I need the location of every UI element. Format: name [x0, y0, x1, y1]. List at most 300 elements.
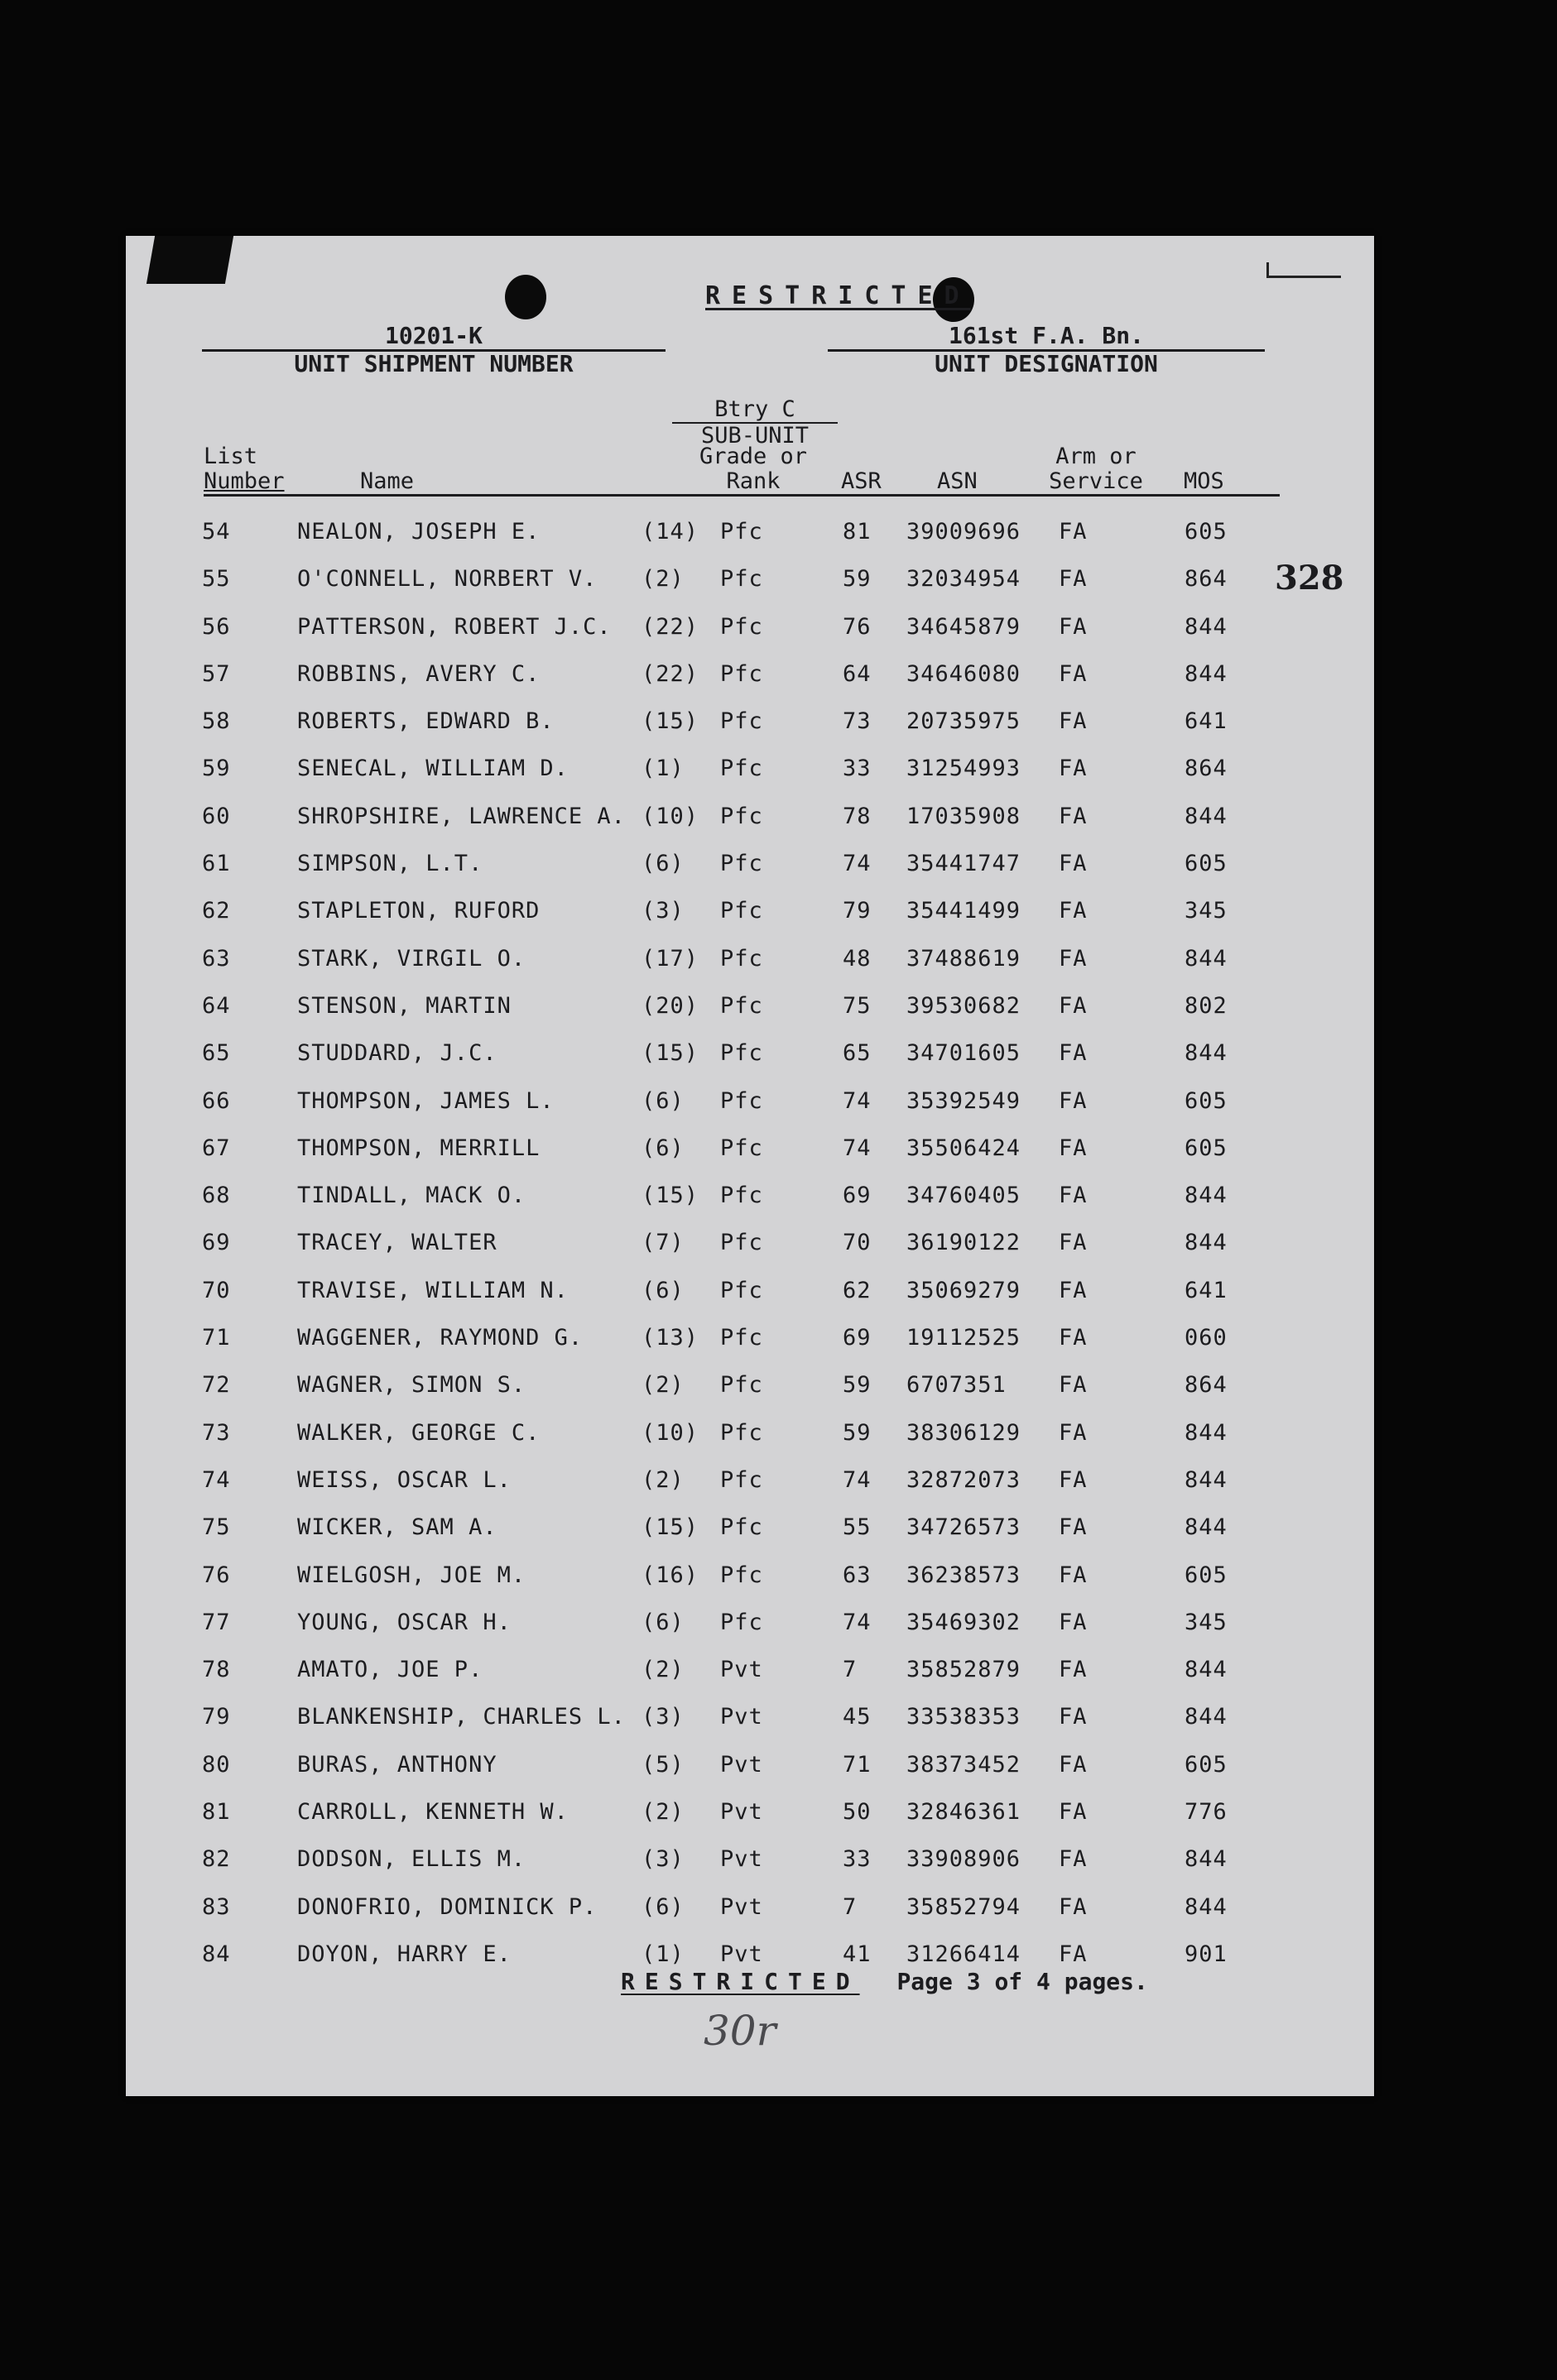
soldier-name: O'CONNELL, NORBERT V. — [297, 566, 598, 593]
asr-score: 75 — [843, 992, 872, 1019]
arm-header-line1: Arm or — [1055, 444, 1137, 469]
unit-designation-field — [828, 323, 1265, 377]
group-code: (17) — [642, 945, 699, 972]
mos-code: 844 — [1185, 945, 1228, 972]
group-code: (20) — [642, 992, 699, 1019]
group-code: (3) — [642, 1704, 685, 1730]
asr-score: 59 — [843, 1419, 872, 1446]
arm-service: FA — [1059, 1609, 1088, 1635]
army-serial-number: 35069279 — [906, 1277, 1021, 1303]
mos-code: 844 — [1185, 613, 1228, 640]
grade-rank: Pfc — [720, 1372, 763, 1399]
list-number: 82 — [202, 1846, 231, 1873]
table-row — [126, 1221, 1374, 1269]
sub-unit-field — [672, 397, 838, 449]
table-row — [126, 985, 1374, 1032]
table-row — [126, 1269, 1374, 1317]
grade-rank: Pfc — [720, 1135, 763, 1161]
table-row — [126, 1127, 1374, 1174]
soldier-name: ROBERTS, EDWARD B. — [297, 708, 555, 735]
grade-rank: Pfc — [720, 756, 763, 782]
soldier-name: STUDDARD, J.C. — [297, 1040, 497, 1067]
list-number: 60 — [202, 803, 231, 829]
arm-service: FA — [1059, 1562, 1088, 1588]
table-row — [126, 842, 1374, 890]
grade-rank: Pfc — [720, 1040, 763, 1067]
mos-code: 605 — [1185, 1751, 1228, 1778]
table-row — [126, 1554, 1374, 1601]
group-code: (6) — [642, 1087, 685, 1114]
mos-code: 605 — [1185, 1135, 1228, 1161]
roster-table — [126, 511, 1374, 1980]
list-number: 76 — [202, 1562, 231, 1588]
group-code: (16) — [642, 1562, 699, 1588]
grade-rank: Pfc — [720, 1087, 763, 1114]
table-row — [126, 1459, 1374, 1506]
group-code: (22) — [642, 660, 699, 687]
army-serial-number: 35392549 — [906, 1087, 1021, 1114]
table-row — [126, 890, 1374, 937]
group-code: (6) — [642, 1609, 685, 1635]
column-header-mos: MOS — [1184, 468, 1224, 494]
list-number: 75 — [202, 1514, 231, 1541]
arm-service: FA — [1059, 851, 1088, 877]
group-code: (2) — [642, 1466, 685, 1493]
group-code: (2) — [642, 1372, 685, 1399]
mos-code: 802 — [1185, 992, 1228, 1019]
asr-score: 48 — [843, 945, 872, 972]
soldier-name: TRAVISE, WILLIAM N. — [297, 1277, 569, 1303]
soldier-name: DOYON, HARRY E. — [297, 1941, 512, 1967]
mos-code: 605 — [1185, 1087, 1228, 1114]
army-serial-number: 39530682 — [906, 992, 1021, 1019]
list-number: 73 — [202, 1419, 231, 1446]
army-serial-number: 32846361 — [906, 1799, 1021, 1826]
asr-score: 7 — [843, 1657, 858, 1683]
mos-code: 864 — [1185, 756, 1228, 782]
table-row — [126, 1791, 1374, 1838]
asr-score: 79 — [843, 898, 872, 924]
group-code: (2) — [642, 1799, 685, 1826]
grade-rank: Pfc — [720, 1514, 763, 1541]
group-code: (3) — [642, 898, 685, 924]
group-code: (6) — [642, 851, 685, 877]
group-code: (6) — [642, 1277, 685, 1303]
soldier-name: YOUNG, OSCAR H. — [297, 1609, 512, 1635]
grade-rank: Pfc — [720, 803, 763, 829]
asr-score: 81 — [843, 519, 872, 545]
asr-score: 73 — [843, 708, 872, 735]
list-number: 83 — [202, 1893, 231, 1920]
soldier-name: WAGNER, SIMON S. — [297, 1372, 526, 1399]
arm-service: FA — [1059, 756, 1088, 782]
army-serial-number: 36238573 — [906, 1562, 1021, 1588]
arm-service: FA — [1059, 1135, 1088, 1161]
arm-service: FA — [1059, 1183, 1088, 1209]
arm-service: FA — [1059, 613, 1088, 640]
army-serial-number: 32872073 — [906, 1466, 1021, 1493]
asr-score: 69 — [843, 1325, 872, 1351]
mos-code: 641 — [1185, 1277, 1228, 1303]
folio-number: 328 — [1275, 559, 1344, 597]
army-serial-number: 38373452 — [906, 1751, 1021, 1778]
group-code: (6) — [642, 1135, 685, 1161]
group-code: (10) — [642, 1419, 699, 1446]
grade-rank: Pvt — [720, 1657, 763, 1683]
mos-code: 345 — [1185, 1609, 1228, 1635]
arm-service: FA — [1059, 519, 1088, 545]
unit-shipment-number: 10201-K — [202, 323, 666, 352]
arm-service: FA — [1059, 898, 1088, 924]
grade-rank: Pfc — [720, 613, 763, 640]
army-serial-number: 36190122 — [906, 1230, 1021, 1256]
list-number: 57 — [202, 660, 231, 687]
page-footer — [621, 1968, 1148, 1995]
mos-code: 901 — [1185, 1941, 1228, 1967]
grade-rank: Pfc — [720, 992, 763, 1019]
grade-rank: Pfc — [720, 519, 763, 545]
list-number: 74 — [202, 1466, 231, 1493]
army-serial-number: 19112525 — [906, 1325, 1021, 1351]
grade-rank: Pfc — [720, 708, 763, 735]
group-code: (13) — [642, 1325, 699, 1351]
grade-rank: Pvt — [720, 1751, 763, 1778]
mos-code: 844 — [1185, 1893, 1228, 1920]
arm-service: FA — [1059, 1799, 1088, 1826]
arm-header-line2: Service — [1049, 468, 1143, 494]
soldier-name: ROBBINS, AVERY C. — [297, 660, 541, 687]
list-number: 78 — [202, 1657, 231, 1683]
mos-code: 864 — [1185, 1372, 1228, 1399]
list-header-line2: Number — [204, 468, 285, 494]
list-number: 63 — [202, 945, 231, 972]
mos-code: 605 — [1185, 519, 1228, 545]
asr-score: 59 — [843, 1372, 872, 1399]
asr-score: 62 — [843, 1277, 872, 1303]
list-number: 70 — [202, 1277, 231, 1303]
asr-score: 71 — [843, 1751, 872, 1778]
list-number: 81 — [202, 1799, 231, 1826]
mos-code: 060 — [1185, 1325, 1228, 1351]
list-number: 55 — [202, 566, 231, 593]
arm-service: FA — [1059, 566, 1088, 593]
list-header-line1: List — [204, 444, 258, 469]
mos-code: 844 — [1185, 1230, 1228, 1256]
soldier-name: STARK, VIRGIL O. — [297, 945, 526, 972]
table-row — [126, 653, 1374, 700]
arm-service: FA — [1059, 1846, 1088, 1873]
group-code: (1) — [642, 756, 685, 782]
mos-code: 844 — [1185, 1466, 1228, 1493]
asr-score: 76 — [843, 613, 872, 640]
soldier-name: TRACEY, WALTER — [297, 1230, 497, 1256]
table-row — [126, 1696, 1374, 1743]
classification-footer: RESTRICTED — [621, 1968, 860, 1995]
unit-designation-caption: UNIT DESIGNATION — [935, 350, 1158, 377]
list-number: 66 — [202, 1087, 231, 1114]
asr-score: 74 — [843, 851, 872, 877]
page-indicator: Page 3 of 4 pages. — [896, 1968, 1148, 1995]
asr-score: 63 — [843, 1562, 872, 1588]
arm-service: FA — [1059, 1277, 1088, 1303]
corner-bracket-mark — [1266, 276, 1341, 278]
arm-service: FA — [1059, 1704, 1088, 1730]
mos-code: 776 — [1185, 1799, 1228, 1826]
mos-code: 844 — [1185, 1704, 1228, 1730]
army-serial-number: 35441499 — [906, 898, 1021, 924]
army-serial-number: 39009696 — [906, 519, 1021, 545]
arm-service: FA — [1059, 660, 1088, 687]
soldier-name: BURAS, ANTHONY — [297, 1751, 497, 1778]
grade-rank: Pvt — [720, 1941, 763, 1967]
list-number: 79 — [202, 1704, 231, 1730]
table-row — [126, 1601, 1374, 1648]
army-serial-number: 31254993 — [906, 756, 1021, 782]
grade-rank: Pfc — [720, 1562, 763, 1588]
army-serial-number: 35469302 — [906, 1609, 1021, 1635]
army-serial-number: 34726573 — [906, 1514, 1021, 1541]
column-header-arm — [1030, 444, 1162, 494]
mos-code: 641 — [1185, 708, 1228, 735]
table-row — [126, 1032, 1374, 1079]
table-row — [126, 747, 1374, 794]
soldier-name: PATTERSON, ROBERT J.C. — [297, 613, 612, 640]
soldier-name: DODSON, ELLIS M. — [297, 1846, 526, 1873]
asr-score: 7 — [843, 1893, 858, 1920]
soldier-name: STAPLETON, RUFORD — [297, 898, 541, 924]
soldier-name: NEALON, JOSEPH E. — [297, 519, 541, 545]
soldier-name: STENSON, MARTIN — [297, 992, 512, 1019]
mos-code: 605 — [1185, 1562, 1228, 1588]
soldier-name: SHROPSHIRE, LAWRENCE A. — [297, 803, 626, 829]
soldier-name: BLANKENSHIP, CHARLES L. — [297, 1704, 626, 1730]
arm-service: FA — [1059, 1040, 1088, 1067]
soldier-name: THOMPSON, MERRILL — [297, 1135, 541, 1161]
asr-score: 74 — [843, 1609, 872, 1635]
list-number: 61 — [202, 851, 231, 877]
punch-hole-left — [505, 275, 546, 319]
column-header-asn: ASN — [937, 468, 978, 494]
asr-score: 45 — [843, 1704, 872, 1730]
asr-score: 70 — [843, 1230, 872, 1256]
grade-rank: Pfc — [720, 898, 763, 924]
soldier-name: DONOFRIO, DOMINICK P. — [297, 1893, 598, 1920]
army-serial-number: 17035908 — [906, 803, 1021, 829]
grade-header-line1: Grade or — [699, 444, 808, 469]
table-row — [126, 1080, 1374, 1127]
army-serial-number: 35852794 — [906, 1893, 1021, 1920]
table-row — [126, 1317, 1374, 1364]
arm-service: FA — [1059, 1087, 1088, 1114]
army-serial-number: 34701605 — [906, 1040, 1021, 1067]
table-row — [126, 1364, 1374, 1411]
table-row — [126, 938, 1374, 985]
column-header-name: Name — [360, 468, 415, 494]
unit-designation: 161st F.A. Bn. — [828, 323, 1265, 352]
army-serial-number: 32034954 — [906, 566, 1021, 593]
table-row — [126, 558, 1374, 605]
list-number: 68 — [202, 1183, 231, 1209]
list-number: 64 — [202, 992, 231, 1019]
mos-code: 844 — [1185, 1657, 1228, 1683]
table-row — [126, 795, 1374, 842]
asr-score: 33 — [843, 756, 872, 782]
arm-service: FA — [1059, 1419, 1088, 1446]
soldier-name: WIELGOSH, JOE M. — [297, 1562, 526, 1588]
army-serial-number: 34760405 — [906, 1183, 1021, 1209]
asr-score: 50 — [843, 1799, 872, 1826]
group-code: (5) — [642, 1751, 685, 1778]
army-serial-number: 34645879 — [906, 613, 1021, 640]
army-serial-number: 35441747 — [906, 851, 1021, 877]
soldier-name: CARROLL, KENNETH W. — [297, 1799, 569, 1826]
asr-score: 33 — [843, 1846, 872, 1873]
arm-service: FA — [1059, 1941, 1088, 1967]
arm-service: FA — [1059, 1325, 1088, 1351]
group-code: (15) — [642, 1514, 699, 1541]
group-code: (7) — [642, 1230, 685, 1256]
list-number: 54 — [202, 519, 231, 545]
grade-rank: Pfc — [720, 851, 763, 877]
soldier-name: SENECAL, WILLIAM D. — [297, 756, 569, 782]
asr-score: 59 — [843, 566, 872, 593]
mos-code: 345 — [1185, 898, 1228, 924]
soldier-name: AMATO, JOE P. — [297, 1657, 483, 1683]
grade-rank: Pfc — [720, 566, 763, 593]
arm-service: FA — [1059, 803, 1088, 829]
mos-code: 844 — [1185, 1183, 1228, 1209]
army-serial-number: 34646080 — [906, 660, 1021, 687]
group-code: (15) — [642, 708, 699, 735]
group-code: (15) — [642, 1040, 699, 1067]
grade-rank: Pvt — [720, 1893, 763, 1920]
grade-rank: Pfc — [720, 1277, 763, 1303]
arm-service: FA — [1059, 1514, 1088, 1541]
list-number: 59 — [202, 756, 231, 782]
army-serial-number: 33908906 — [906, 1846, 1021, 1873]
table-row — [126, 1648, 1374, 1696]
group-code: (2) — [642, 1657, 685, 1683]
grade-rank: Pfc — [720, 1466, 763, 1493]
arm-service: FA — [1059, 992, 1088, 1019]
table-row — [126, 1886, 1374, 1933]
corner-tab-mark — [147, 236, 233, 284]
sub-unit-caption: SUB-UNIT — [700, 423, 810, 449]
unit-shipment-number-caption: UNIT SHIPMENT NUMBER — [294, 350, 574, 377]
grade-rank: Pfc — [720, 660, 763, 687]
mos-code: 844 — [1185, 1040, 1228, 1067]
mos-code: 844 — [1185, 1419, 1228, 1446]
grade-rank: Pvt — [720, 1704, 763, 1730]
asr-score: 74 — [843, 1466, 872, 1493]
table-row — [126, 1174, 1374, 1221]
soldier-name: SIMPSON, L.T. — [297, 851, 483, 877]
asr-score: 78 — [843, 803, 872, 829]
grade-header-line2: Rank — [726, 468, 781, 494]
army-serial-number: 20735975 — [906, 708, 1021, 735]
mos-code: 844 — [1185, 1514, 1228, 1541]
group-code: (10) — [642, 803, 699, 829]
army-serial-number: 31266414 — [906, 1941, 1021, 1967]
army-serial-number: 35506424 — [906, 1135, 1021, 1161]
document-page — [126, 236, 1374, 2096]
group-code: (14) — [642, 519, 699, 545]
group-code: (15) — [642, 1183, 699, 1209]
unit-shipment-number-field — [202, 323, 666, 377]
soldier-name: THOMPSON, JAMES L. — [297, 1087, 555, 1114]
soldier-name: WAGGENER, RAYMOND G. — [297, 1325, 584, 1351]
mos-code: 844 — [1185, 803, 1228, 829]
army-serial-number: 38306129 — [906, 1419, 1021, 1446]
group-code: (6) — [642, 1893, 685, 1920]
mos-code: 844 — [1185, 1846, 1228, 1873]
list-number: 56 — [202, 613, 231, 640]
sub-unit-value: Btry C — [672, 397, 838, 424]
grade-rank: Pfc — [720, 1230, 763, 1256]
handwritten-note: 30r — [704, 2007, 776, 2055]
arm-service: FA — [1059, 945, 1088, 972]
table-row — [126, 511, 1374, 558]
army-serial-number: 6707351 — [906, 1372, 1007, 1399]
arm-service: FA — [1059, 1893, 1088, 1920]
mos-code: 864 — [1185, 566, 1228, 593]
list-number: 67 — [202, 1135, 231, 1161]
table-row — [126, 1744, 1374, 1791]
army-serial-number: 37488619 — [906, 945, 1021, 972]
list-number: 84 — [202, 1941, 231, 1967]
arm-service: FA — [1059, 1657, 1088, 1683]
asr-score: 74 — [843, 1135, 872, 1161]
table-row — [126, 1506, 1374, 1553]
asr-score: 41 — [843, 1941, 872, 1967]
asr-score: 65 — [843, 1040, 872, 1067]
list-number: 69 — [202, 1230, 231, 1256]
mos-code: 844 — [1185, 660, 1228, 687]
list-number: 65 — [202, 1040, 231, 1067]
asr-score: 69 — [843, 1183, 872, 1209]
grade-rank: Pfc — [720, 1183, 763, 1209]
list-number: 77 — [202, 1609, 231, 1635]
table-row — [126, 606, 1374, 653]
arm-service: FA — [1059, 1751, 1088, 1778]
classification-header: RESTRICTED — [705, 281, 971, 310]
table-row — [126, 1838, 1374, 1885]
column-header-asr: ASR — [841, 468, 882, 494]
soldier-name: WEISS, OSCAR L. — [297, 1466, 512, 1493]
grade-rank: Pfc — [720, 1609, 763, 1635]
grade-rank: Pfc — [720, 1325, 763, 1351]
table-row — [126, 700, 1374, 747]
group-code: (22) — [642, 613, 699, 640]
table-row — [126, 1412, 1374, 1459]
grade-rank: Pfc — [720, 1419, 763, 1446]
group-code: (2) — [642, 566, 685, 593]
list-number: 58 — [202, 708, 231, 735]
arm-service: FA — [1059, 1466, 1088, 1493]
asr-score: 74 — [843, 1087, 872, 1114]
soldier-name: WICKER, SAM A. — [297, 1514, 497, 1541]
list-number: 80 — [202, 1751, 231, 1778]
mos-code: 605 — [1185, 851, 1228, 877]
soldier-name: WALKER, GEORGE C. — [297, 1419, 541, 1446]
list-number: 72 — [202, 1372, 231, 1399]
column-header-list-number — [204, 444, 285, 494]
asr-score: 64 — [843, 660, 872, 687]
list-number: 71 — [202, 1325, 231, 1351]
grade-rank: Pvt — [720, 1799, 763, 1826]
asr-score: 55 — [843, 1514, 872, 1541]
group-code: (1) — [642, 1941, 685, 1967]
